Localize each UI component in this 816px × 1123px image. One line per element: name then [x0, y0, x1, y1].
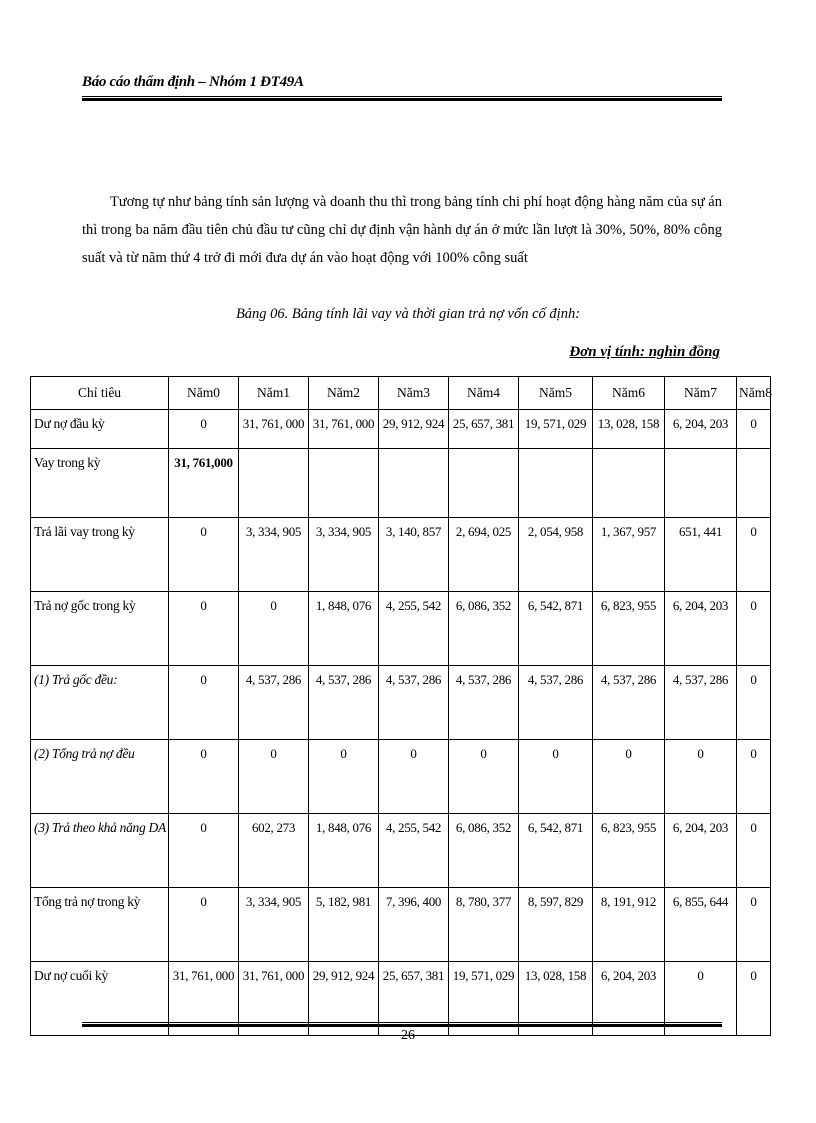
- unit-label: Đơn vị tính: nghìn đồng: [569, 344, 720, 360]
- table-cell: 13, 028, 158: [519, 962, 593, 1036]
- row-label: (2) Tổng trả nợ đều: [31, 740, 169, 814]
- body-paragraph: [82, 188, 722, 272]
- footer-rule: [82, 1022, 722, 1027]
- table-row: [31, 888, 771, 962]
- table-cell: 0: [737, 666, 771, 740]
- table-cell: 0: [737, 888, 771, 962]
- table-cell: 1, 848, 076: [309, 814, 379, 888]
- table-cell: 0: [169, 410, 239, 449]
- table-cell: 19, 571, 029: [519, 410, 593, 449]
- table-cell: 0: [169, 666, 239, 740]
- header-rule: [82, 96, 722, 101]
- table-cell: [239, 449, 309, 518]
- table-cell: 0: [449, 740, 519, 814]
- row-label: Trả nợ gốc trong kỳ: [31, 592, 169, 666]
- row-label: Dư nợ đầu kỳ: [31, 410, 169, 449]
- table-row: [31, 740, 771, 814]
- header-cell: Năm3: [379, 377, 449, 410]
- header-cell: Năm8: [737, 377, 771, 410]
- table-row: [31, 518, 771, 592]
- table-cell: 31, 761, 000: [309, 410, 379, 449]
- table-cell: 4, 537, 286: [239, 666, 309, 740]
- table-cell: 31, 761, 000: [239, 962, 309, 1036]
- table-cell: 29, 912, 924: [309, 962, 379, 1036]
- table-cell: 0: [169, 518, 239, 592]
- table-cell: 0: [169, 592, 239, 666]
- debt-schedule-table: [30, 376, 771, 1036]
- table-cell: 7, 396, 400: [379, 888, 449, 962]
- table-cell: [593, 449, 665, 518]
- table-cell: 4, 537, 286: [379, 666, 449, 740]
- table-cell: 8, 191, 912: [593, 888, 665, 962]
- table-cell: 3, 334, 905: [239, 888, 309, 962]
- table-cell: 0: [239, 740, 309, 814]
- header-cell: Năm4: [449, 377, 519, 410]
- table-cell: 31, 761,000: [169, 449, 239, 518]
- table-cell: 6, 823, 955: [593, 592, 665, 666]
- table-cell: 6, 204, 203: [593, 962, 665, 1036]
- table-cell: [379, 449, 449, 518]
- table-cell: 25, 657, 381: [449, 410, 519, 449]
- table-cell: 4, 537, 286: [309, 666, 379, 740]
- table-cell: 6, 086, 352: [449, 814, 519, 888]
- table-cell: 4, 537, 286: [519, 666, 593, 740]
- table-cell: 0: [665, 740, 737, 814]
- table-header-row: [31, 377, 771, 410]
- table-cell: 3, 334, 905: [239, 518, 309, 592]
- header-cell: Năm0: [169, 377, 239, 410]
- table-row: [31, 814, 771, 888]
- table-cell: 6, 204, 203: [665, 814, 737, 888]
- header-cell: Năm7: [665, 377, 737, 410]
- table-cell: 0: [737, 814, 771, 888]
- table-cell: 4, 537, 286: [449, 666, 519, 740]
- table-cell: 4, 537, 286: [593, 666, 665, 740]
- table-cell: 0: [737, 592, 771, 666]
- table-cell: 0: [519, 740, 593, 814]
- header-cell: Năm2: [309, 377, 379, 410]
- table-cell: 6, 204, 203: [665, 592, 737, 666]
- table-cell: 4, 537, 286: [665, 666, 737, 740]
- table-cell: 6, 086, 352: [449, 592, 519, 666]
- table-cell: [665, 449, 737, 518]
- table-cell: 0: [169, 740, 239, 814]
- table-cell: 0: [169, 888, 239, 962]
- table-cell: [449, 449, 519, 518]
- header-cell: Năm1: [239, 377, 309, 410]
- row-label: Trả lãi vay trong kỳ: [31, 518, 169, 592]
- table-cell: 6, 204, 203: [665, 410, 737, 449]
- table-cell: 2, 054, 958: [519, 518, 593, 592]
- body-paragraph-text: Tương tự như bảng tính sản lượng và doanh thu thì trong bảng tính chi phí hoạt động hàng năm của sự án thì trong ba năm đầu tiên chủ đầu tư cũng chỉ dự định vận hành dự án ở mức lần lượt là 30%, 50%, 80% công suất và từ năm thứ 4 trở đi mới đưa dự án vào hoạt động với 100% công suất: [82, 194, 722, 266]
- table-cell: 25, 657, 381: [379, 962, 449, 1036]
- row-label: (3) Trả theo khả năng DA: [31, 814, 169, 888]
- table-cell: 0: [593, 740, 665, 814]
- table-cell: 6, 542, 871: [519, 592, 593, 666]
- table-row: [31, 449, 771, 518]
- table-cell: 0: [665, 962, 737, 1036]
- table-cell: 5, 182, 981: [309, 888, 379, 962]
- table-cell: [737, 449, 771, 518]
- table-cell: [309, 449, 379, 518]
- table-row: [31, 666, 771, 740]
- table-cell: 31, 761, 000: [239, 410, 309, 449]
- row-label: Vay trong kỳ: [31, 449, 169, 518]
- row-label: Tổng trả nợ trong kỳ: [31, 888, 169, 962]
- page-number: 26: [401, 1028, 415, 1043]
- table-cell: 1, 367, 957: [593, 518, 665, 592]
- table-cell: 29, 912, 924: [379, 410, 449, 449]
- table-cell: 0: [737, 518, 771, 592]
- table-row: [31, 410, 771, 449]
- table-cell: 0: [379, 740, 449, 814]
- table-cell: 0: [309, 740, 379, 814]
- row-label: Dư nợ cuối kỳ: [31, 962, 169, 1036]
- row-label: (1) Trả gốc đều:: [31, 666, 169, 740]
- table-cell: 3, 140, 857: [379, 518, 449, 592]
- table-cell: 3, 334, 905: [309, 518, 379, 592]
- table-cell: 19, 571, 029: [449, 962, 519, 1036]
- page-header-title: Báo cáo thẩm định – Nhóm 1 ĐT49A: [82, 74, 304, 90]
- table-cell: 8, 780, 377: [449, 888, 519, 962]
- header-cell: Năm6: [593, 377, 665, 410]
- table-cell: 0: [239, 592, 309, 666]
- table-cell: 1, 848, 076: [309, 592, 379, 666]
- table-cell: 0: [737, 740, 771, 814]
- table-cell: 6, 823, 955: [593, 814, 665, 888]
- table-cell: 0: [169, 814, 239, 888]
- table-cell: 6, 855, 644: [665, 888, 737, 962]
- table-cell: 0: [737, 410, 771, 449]
- header-cell: Năm5: [519, 377, 593, 410]
- table-cell: 4, 255, 542: [379, 592, 449, 666]
- table-cell: 31, 761, 000: [169, 962, 239, 1036]
- table-cell: 13, 028, 158: [593, 410, 665, 449]
- table-cell: 8, 597, 829: [519, 888, 593, 962]
- table-cell: 0: [737, 962, 771, 1036]
- table-caption: Bảng 06. Bảng tính lãi vay và thời gian trả nợ vốn cố định:: [235, 306, 581, 322]
- table-cell: [519, 449, 593, 518]
- table-cell: 602, 273: [239, 814, 309, 888]
- table-cell: 651, 441: [665, 518, 737, 592]
- table-cell: 2, 694, 025: [449, 518, 519, 592]
- table-cell: 6, 542, 871: [519, 814, 593, 888]
- table-row: [31, 592, 771, 666]
- table-cell: 4, 255, 542: [379, 814, 449, 888]
- header-cell: Chỉ tiêu: [31, 377, 169, 410]
